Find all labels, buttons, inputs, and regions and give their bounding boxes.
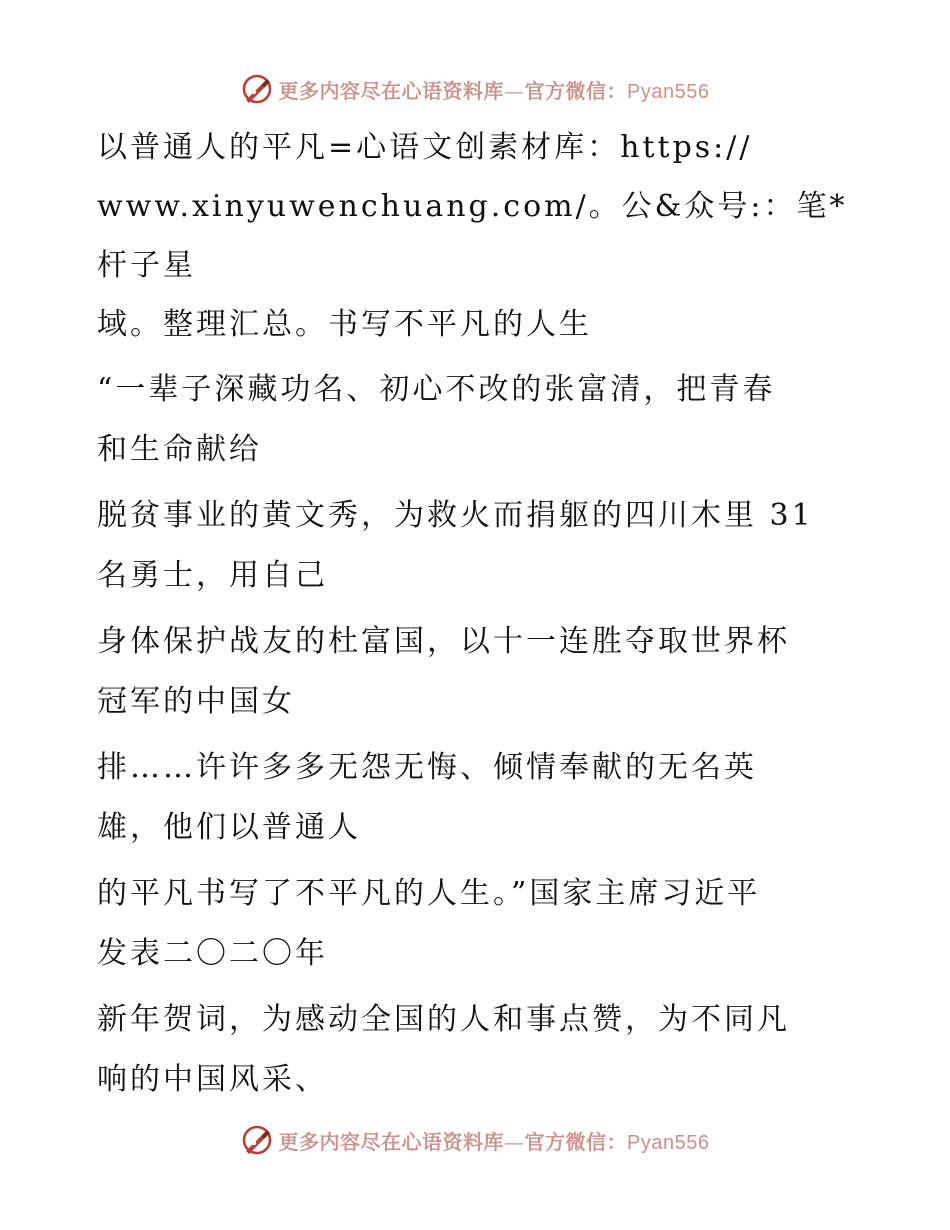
paragraph: 脱贫事业的黄文秀，为救火而捐躯的四川木里 31 名勇士，用自己	[97, 498, 814, 593]
banner-separator: —	[504, 78, 525, 103]
pen-logo-icon	[241, 1124, 273, 1156]
pen-logo-icon	[241, 73, 273, 105]
paragraph: 的平凡书写了不平凡的人生。”国家主席习近平 发表二〇二〇年	[97, 876, 761, 971]
banner-main-text: 更多内容尽在心语资料库	[278, 1129, 505, 1154]
footer-banner	[0, 1123, 950, 1157]
paragraph: 身体保护战友的杜富国，以十一连胜夺取世界杯 冠军的中国女	[97, 624, 790, 719]
banner-wechat-id: Pyan556	[627, 1131, 710, 1154]
banner-text	[279, 75, 710, 104]
paragraph: “一辈子深藏功名、初心不改的张富清，把青春 和生命献给	[97, 372, 776, 467]
paragraph: 排……许许多多无怨无悔、倾情奉献的无名英 雄，他们以普通人	[97, 750, 757, 845]
banner-text	[279, 1126, 710, 1155]
header-banner	[0, 72, 950, 106]
paragraph: 新年贺词，为感动全国的人和事点赞，为不同凡 响的中国风采、	[97, 1002, 790, 1097]
banner-separator: —	[504, 1129, 525, 1154]
banner-wechat-label: 官方微信：	[524, 78, 628, 103]
paragraph: 以普通人的平凡=心语文创素材库：https:// www.xinyuwenchuang.com/。公&众号:：笔*杆子星 域。整理汇总。书写不平凡的人生	[97, 130, 848, 342]
banner-main-text: 更多内容尽在心语资料库	[278, 78, 505, 103]
banner-wechat-label: 官方微信：	[524, 1129, 628, 1154]
banner-wechat-id: Pyan556	[627, 80, 710, 103]
document-body	[97, 118, 857, 1116]
